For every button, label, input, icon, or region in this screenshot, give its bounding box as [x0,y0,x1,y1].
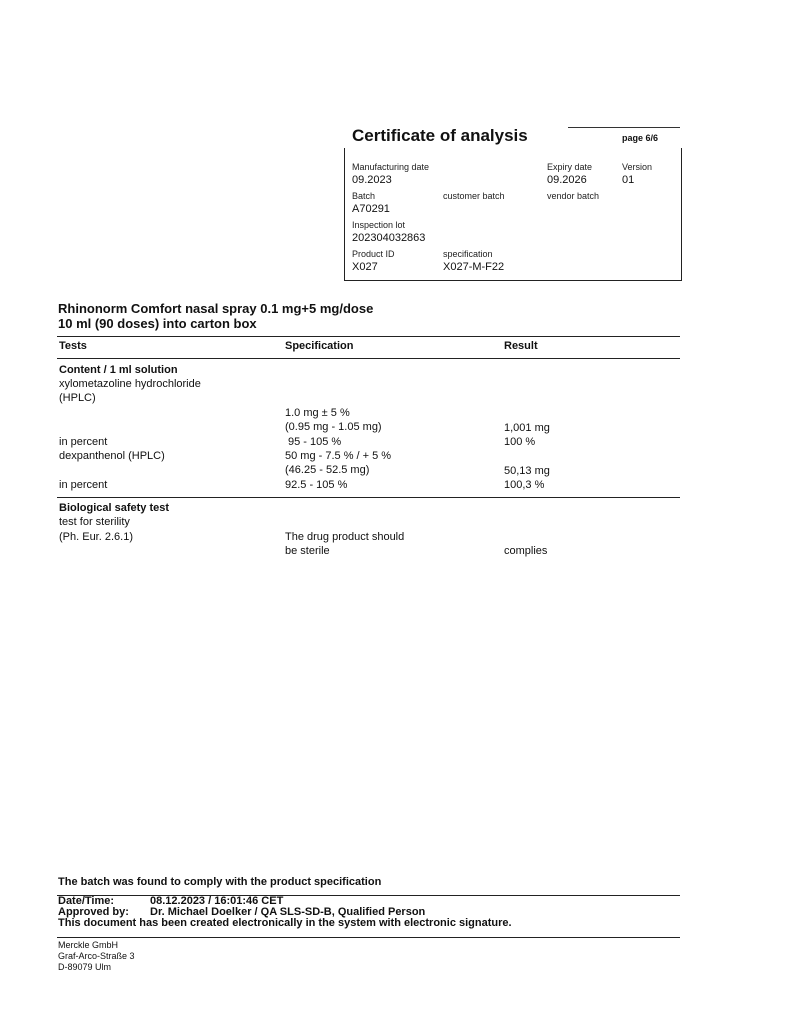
datetime-label: Date/Time: [58,895,115,907]
sterility-test-name: test for sterility [59,516,130,528]
datetime-value: 08.12.2023 / 16:01:46 CET [150,895,284,907]
company-city: D-89079 Ulm [58,962,112,972]
company-street: Graf-Arco-Straße 3 [58,951,135,961]
xylometazoline-percent-spec: 95 - 105 % [288,436,342,448]
expiry-date-label: Expiry date [547,162,593,172]
product-id-value: X027 [352,261,378,273]
header-top-rule [568,127,680,128]
batch-value: A70291 [352,203,390,215]
dexpanthenol-percent-spec: 92.5 - 105 % [285,479,348,491]
electronic-signature-note: This document has been created electronically in the system with electronic signature. [58,917,512,929]
biological-section-heading: Biological safety test [59,502,170,514]
version-value: 01 [622,174,635,186]
dexpanthenol-spec-range: (46.25 - 52.5 mg) [285,464,370,476]
batch-label: Batch [352,191,376,201]
xylometazoline-result: 1,001 mg [504,422,550,434]
footer-bottom-rule [57,937,680,938]
dexpanthenol-percent-label: in percent [59,479,108,491]
vendor-batch-label: vendor batch [547,191,600,201]
dexpanthenol-result: 50,13 mg [504,465,550,477]
xylometazoline-spec: 1.0 mg ± 5 % [285,407,350,419]
xylometazoline-spec-range: (0.95 mg - 1.05 mg) [285,421,382,433]
section-divider-rule [57,497,680,498]
xylometazoline-percent-result: 100 % [504,436,536,448]
version-label: Version [622,162,653,172]
compliance-statement: The batch was found to comply with the product specification [58,876,382,888]
xylometazoline-method: (HPLC) [59,392,96,404]
manufacturing-date-label: Manufacturing date [352,162,430,172]
sterility-spec-continued: be sterile [285,545,330,557]
document-title: Certificate of analysis [352,126,528,145]
dexpanthenol-percent-result: 100,3 % [504,479,545,491]
xylometazoline-test-name: xylometazoline hydrochloride [59,378,201,390]
sterility-result: complies [504,545,548,557]
customer-batch-label: customer batch [443,191,505,201]
manufacturing-date-value: 09.2023 [352,174,392,186]
approved-by-label: Approved by: [58,906,129,918]
approved-by-value: Dr. Michael Doelker / QA SLS-SD-B, Qualified Person [150,906,426,918]
content-section-heading: Content / 1 ml solution [59,364,178,376]
company-name: Merckle GmbH [58,940,119,950]
product-pack: 10 ml (90 doses) into carton box [58,316,257,331]
inspection-lot-label: Inspection lot [352,220,406,230]
expiry-date-value: 09.2026 [547,174,587,186]
dexpanthenol-test-name: dexpanthenol (HPLC) [59,450,165,462]
product-id-label: Product ID [352,249,395,259]
xylometazoline-percent-label: in percent [59,436,108,448]
table-header-rule [57,358,680,359]
column-header-specification: Specification [285,340,354,352]
column-header-tests: Tests [59,340,87,352]
page-number: page 6/6 [622,133,659,143]
inspection-lot-value: 202304032863 [352,232,426,244]
specification-value: X027-M-F22 [443,261,505,273]
column-header-result: Result [504,340,538,352]
sterility-test-method: (Ph. Eur. 2.6.1) [59,531,133,543]
product-name: Rhinonorm Comfort nasal spray 0.1 mg+5 mg/dose [58,301,374,316]
specification-label: specification [443,249,493,259]
sterility-spec: The drug product should [285,531,405,543]
table-top-rule [57,336,680,337]
dexpanthenol-spec: 50 mg - 7.5 % / + 5 % [285,450,392,462]
